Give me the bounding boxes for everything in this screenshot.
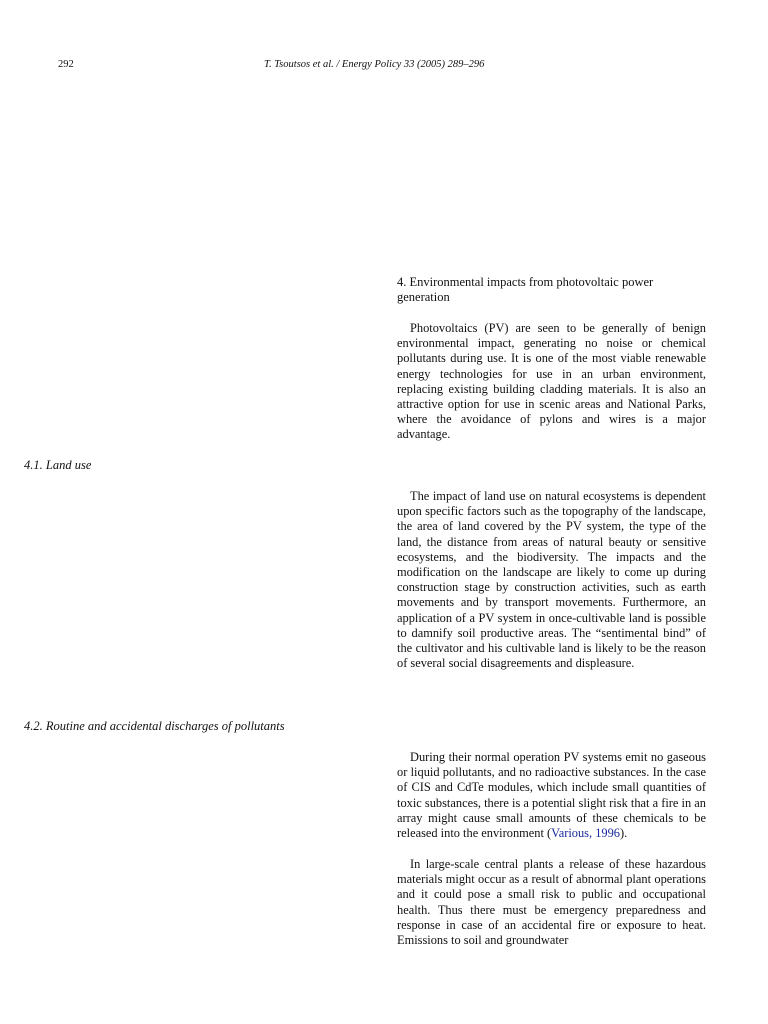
discharges-paragraph-2: In large-scale central plants a release of these hazardous materials might occur as a result of abnormal plant operations and it could pose a small risk to public and occupational health. Thus there must be emergency preparedness and response in case of an accidental fire or exposure to heat. Emissions to soil and groundwater	[397, 857, 706, 948]
running-title: T. Tsoutsos et al. / Energy Policy 33 (2005) 289–296	[264, 59, 485, 70]
subsection-title-discharges: 4.2. Routine and accidental discharges of pollutants	[24, 719, 285, 733]
section-intro-paragraph: Photovoltaics (PV) are seen to be generally of benign environmental impact, generating no noise or chemical pollutants during use. It is one of the most viable renewable energy technologies for use in an urban environment, replacing existing building cladding materials. It is also an attractive option for use in scenic areas and National Parks, where the avoidance of pylons and wires is a major advantage.	[397, 321, 706, 442]
section-title: 4. Environmental impacts from photovoltaic power generation	[397, 275, 654, 304]
subsection-title-land-use: 4.1. Land use	[24, 458, 92, 472]
citation-link[interactable]: Various, 1996	[551, 826, 620, 841]
discharges-paragraph-1	[397, 750, 706, 841]
page-number: 292	[58, 59, 74, 70]
land-use-paragraph: The impact of land use on natural ecosystems is dependent upon specific factors such as the topography of the landscape, the area of land covered by the PV system, the type of the land, the distance from areas of natural beauty or sensitive ecosystems, and the biodiversity. The impacts and the modification on the landscape are likely to come up during construction stage by construction activities, such as earth movements and by transport movements. Furthermore, an application of a PV system in once-cultivable land is possible to damnify soil productive areas. The “sentimental bind” of the cultivator and his cultivable land is likely to be the reason of several social disagreements and displeasure.	[397, 489, 706, 671]
discharges-paragraph-1-text: During their normal operation PV systems emit no gaseous or liquid pollutants, and no radioactive substances. In the case of CIS and CdTe modules, which include small quantities of toxic substances, there is a potential slight risk that a fire in an array might cause small amounts of these chemicals to be released into the environment (	[397, 750, 706, 841]
discharges-paragraph-1-end: ).	[619, 826, 628, 841]
